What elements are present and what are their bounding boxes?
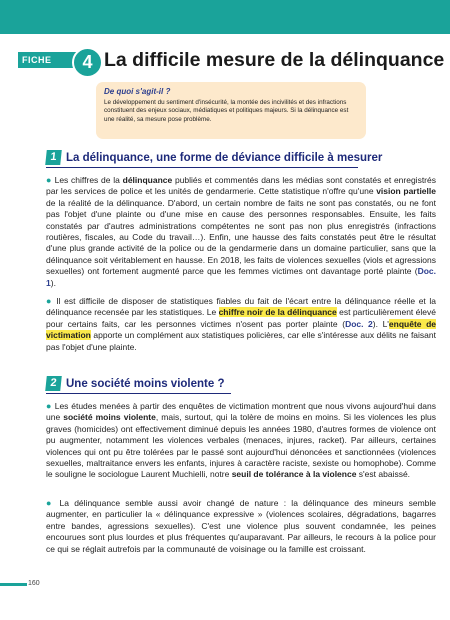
section-2-number: 2 [45, 376, 62, 391]
fiche-badge: FICHE [18, 52, 76, 68]
text: , mais, surtout, qui la tolère de moins en moins. Si les violences les plus graves (homicides) ont effectivement diminué depuis les années 1980, d'autres formes de violence ont pu augmenter, notamment les violences verbales (menaces, injures, racket). Par ailleurs, certaines violences qui ont pu être tolérées par le passé sont aujourd'hui dénoncées et sanctionnées (violences sexuelles, maltraitance envers les enfants, injures à caractère raciste, sexiste ou homophobe). Comme le souligne le sociologue Laurent Muchielli, notre [46, 412, 437, 480]
section-2-underline [46, 393, 231, 394]
section-1-paragraph-2 [46, 296, 436, 353]
bullet-icon: ● [46, 401, 52, 411]
text: de la réalité de la délinquance. D'abord, un certain nombre de faits ne sont pas constatés, ou ne font pas l'objet d'une plainte ou d'une mise en cause des personnes responsables. Ensuite, les faits constatés par d'autres administrations compétentes ne sont pas non plus enregistrés (infractions routières, fiscales, au Code du travail…). Enfin, une hausse des faits constatés peut être le résultat d'une plus grande activité de la police ou de la gendarmerie dans un domaine particulier, sans que la délinquance soit véritablement en hausse. En 2018, les faits de violences sexuelles (viols et agressions sexuelles) ont fortement augmenté parce que les femmes victimes ont davantage porté plainte ( [46, 197, 436, 277]
doc-reference[interactable]: Doc. 2 [345, 318, 373, 329]
doc-reference[interactable]: Doc. 1 [46, 266, 436, 288]
section-1-paragraph-1 [46, 175, 436, 289]
keyword: seuil de tolérance à la violence [231, 469, 357, 480]
intro-box [96, 82, 366, 139]
highlighted-keyword: enquête de victimation [46, 318, 437, 341]
footer-accent-bar [0, 583, 27, 586]
intro-heading: De quoi s'agit-il ? [104, 87, 171, 96]
text: Il est difficile de disposer de statistiques fiables du fait de l'écart entre la délinquance réelle et la délinquance recensée par les statistiques. Le [46, 296, 436, 318]
keyword: délinquance [122, 175, 173, 185]
bullet-icon: ● [46, 498, 55, 508]
section-2-paragraph-2 [46, 498, 436, 555]
text: Les études menées à partir des enquêtes de victimation montrent que nous vivons aujourd'hui dans une [46, 401, 436, 423]
text: Les chiffres de la [54, 175, 123, 185]
text: publiés et commentés dans les médias sont constatés et enregistrés par les services de police et les unités de gendarmerie. Cette statistique n'offre qu'une [46, 175, 436, 197]
top-banner [0, 0, 450, 34]
text: s'est abaissé. [356, 469, 411, 480]
text: La délinquance semble aussi avoir changé de nature : la délinquance des mineurs semble augmenter, en particulier la « délinquance expressive » (violences scolaires, dégradations, bagarres entre bandes, agressions sexuelles). C'est une violence plus souvent condamnée, les peines encourues sont plus lourdes et plus fréquentes qu'auparavant. Par ailleurs, le recours à la police pour ce qui se réglait autrefois par la communauté de voisinage ou la famille est croissant. [46, 498, 436, 554]
section-1-underline [46, 167, 358, 168]
intro-text: Le développement du sentiment d'insécurité, la montée des incivilités et des infractions constituent des enjeux sociaux, médiatiques et politiques majeurs. Si la délinquance est une réalité, sa mesure pose problème. [104, 99, 349, 123]
section-1-number: 1 [45, 150, 62, 165]
highlighted-keyword: chiffre noir de la délinquance [218, 307, 337, 318]
text: est particulièrement élevé pour certains faits, car les personnes victimes n'osent pas porter plainte ( [46, 307, 436, 329]
section-1-header [46, 150, 382, 165]
bullet-icon: ● [46, 296, 53, 306]
text: ). [50, 277, 56, 288]
section-2-paragraph-1 [46, 401, 436, 481]
section-1-title: La délinquance, une forme de déviance difficile à mesurer [66, 151, 383, 164]
keyword: vision partielle [376, 186, 436, 197]
fiche-number: 4 [72, 47, 103, 78]
page-number: 160 [28, 580, 40, 587]
section-2-title: Une société moins violente ? [66, 377, 225, 390]
text: apporte un complément aux statistiques policières, car elle s'intéresse aux délits ne faisant pas l'objet d'une plainte. [46, 330, 436, 352]
section-2-header [46, 376, 224, 391]
bullet-icon: ● [46, 175, 52, 185]
keyword: société moins violente [63, 412, 156, 423]
page-title: La difficile mesure de la délinquance [104, 49, 445, 71]
text: ). L' [372, 318, 389, 329]
